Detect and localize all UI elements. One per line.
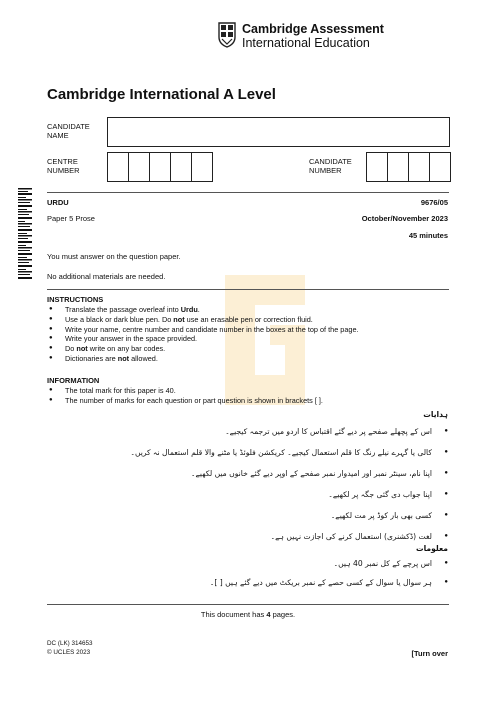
instruction-item: ● Write your answer in the space provided. (49, 334, 198, 344)
bullet-icon: ● (444, 491, 448, 497)
centre-digit-box[interactable] (107, 152, 129, 182)
urdu-instruction-item: لغت (ڈکشنری) استعمال کرنے کی اجازت نہیں ہے۔ (270, 532, 432, 541)
bullet-icon: ● (444, 449, 448, 455)
page-count-note (0, 610, 496, 619)
candidate-number-label-line2: NUMBER (309, 166, 342, 175)
bullet-icon: ● (49, 354, 53, 361)
exam-session: October/November 2023 (361, 214, 448, 223)
urdu-instruction-item: اپنا نام، سینٹر نمبر اور امیدوار نمبر صفحے کے اوپر دیے گئے خانوں میں لکھیے۔ (191, 469, 432, 478)
copyright: © UCLES 2023 (47, 649, 91, 656)
centre-digit-box[interactable] (191, 152, 213, 182)
candidate-name-label-line2: NAME (47, 131, 69, 140)
paper-title: Paper 5 Prose (47, 214, 95, 223)
bullet-icon: ● (49, 387, 53, 393)
divider (47, 289, 449, 290)
candidate-digit-box[interactable] (366, 152, 388, 182)
shield-logo-icon (218, 22, 236, 48)
bullet-icon: ● (444, 579, 448, 585)
bullet-icon: ● (49, 306, 53, 312)
instruction-item: ● Translate the passage overleaf into Urdu. (49, 305, 200, 314)
urdu-instruction-item: اس کے پچھلے صفحے پر دیے گئے اقتباس کا اردو میں ترجمہ کیجیے۔ (225, 427, 432, 436)
candidate-number-field[interactable] (367, 152, 451, 182)
instruction-item: ● Do not write on any bar codes. (49, 344, 166, 354)
candidate-number-label-line1: CANDIDATE (309, 157, 352, 166)
urdu-instruction-item: کالی یا گہرے نیلے رنگ کا قلم استعمال کیجیے۔ کریکشن فلوئڈ یا مٹنے والا قلم استعمال نہ کریں۔ (130, 448, 432, 457)
exam-duration: 45 minutes (408, 231, 448, 240)
page-count-prefix: This document has (200, 610, 267, 619)
centre-number-field[interactable] (108, 152, 213, 182)
barcode-icon (18, 188, 32, 280)
urdu-instructions-heading: ہدایات (423, 410, 448, 419)
bullet-icon: ● (49, 345, 53, 352)
candidate-number-label (309, 157, 352, 175)
information-list (47, 386, 323, 406)
page-title: Cambridge International A Level (47, 86, 276, 103)
bullet-icon: ● (444, 428, 448, 434)
instruction-item: ● Use a black or dark blue pen. Do not use an erasable pen or correction fluid. (49, 314, 313, 324)
bullet-icon: ● (49, 396, 53, 403)
urdu-information-item: ہر سوال یا سوال کے کسی حصے کے نمبر بریکٹ میں دیے گئے ہیں [ ]۔ (209, 578, 432, 587)
bullet-icon: ● (444, 560, 448, 566)
instructions-list (47, 305, 359, 364)
centre-digit-box[interactable] (170, 152, 192, 182)
candidate-name-label-line1: CANDIDATE (47, 122, 90, 131)
answer-note: You must answer on the question paper. (47, 252, 181, 261)
urdu-instruction-item: کسی بھی بار کوڈ پر مت لکھیے۔ (330, 511, 432, 520)
urdu-information-heading: معلومات (415, 544, 448, 553)
centre-digit-box[interactable] (149, 152, 171, 182)
bullet-icon: ● (444, 533, 448, 539)
page-count-number: 4 (266, 610, 271, 619)
divider (47, 192, 449, 193)
instruction-item: ● Dictionaries are not allowed. (49, 353, 158, 363)
candidate-name-field[interactable] (107, 117, 450, 147)
bullet-icon: ● (49, 335, 53, 342)
paper-code: 9676/05 (420, 198, 448, 207)
urdu-information-item: اس پرچے کے کل نمبر 40 ہیں۔ (333, 559, 432, 568)
information-item: ● The total mark for this paper is 40. (49, 386, 176, 395)
bullet-icon: ● (49, 315, 53, 322)
bullet-icon: ● (444, 470, 448, 476)
centre-digit-box[interactable] (128, 152, 150, 182)
centre-number-label-line2: NUMBER (47, 166, 80, 175)
subject: URDU (47, 198, 69, 207)
centre-number-label-line1: CENTRE (47, 157, 78, 166)
instructions-heading: INSTRUCTIONS (47, 295, 104, 304)
candidate-digit-box[interactable] (429, 152, 451, 182)
urdu-instruction-item: اپنا جواب دی گئی جگہ پر لکھیے۔ (328, 490, 432, 499)
information-item: ● The number of marks for each question or part question is shown in brackets [ ]. (49, 395, 323, 405)
centre-number-label (47, 157, 80, 175)
page-count-suffix: pages. (270, 610, 296, 619)
logo-text-line2: International Education (242, 36, 370, 50)
information-heading: INFORMATION (47, 376, 100, 385)
logo-text-line1: Cambridge Assessment (242, 22, 384, 36)
bullet-icon: ● (444, 512, 448, 518)
materials-note: No additional materials are needed. (47, 272, 166, 281)
candidate-digit-box[interactable] (387, 152, 409, 182)
bullet-icon: ● (49, 325, 53, 332)
candidate-name-label (47, 122, 90, 140)
divider (47, 604, 449, 605)
turn-over-note: [Turn over (411, 649, 448, 658)
instruction-item: ● Write your name, centre number and candidate number in the boxes at the top of the page. (49, 324, 359, 334)
candidate-digit-box[interactable] (408, 152, 430, 182)
reference-code: DC (LK) 314653 (47, 640, 93, 647)
